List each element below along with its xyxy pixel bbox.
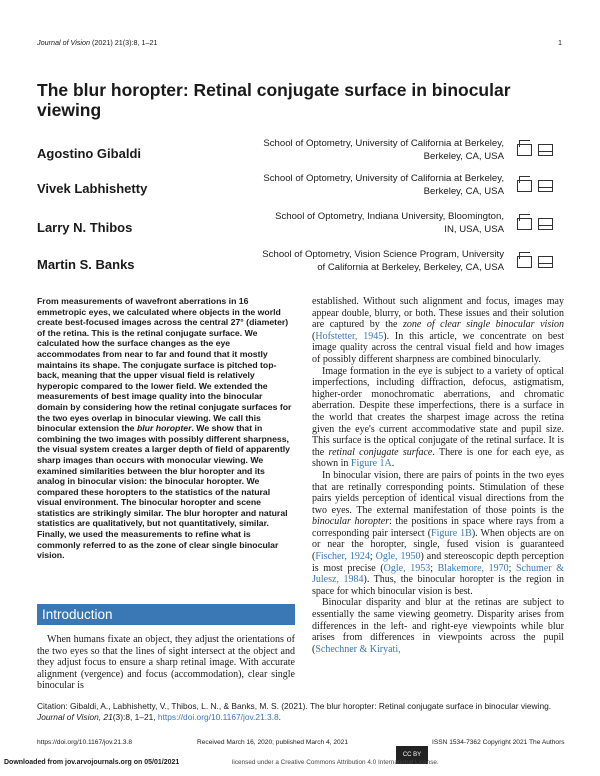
homepage-icon[interactable]: [517, 180, 532, 192]
cc-license-badge[interactable]: CC BY: [396, 746, 428, 764]
journal-volume: (2021) 21(3):8, 1–21: [90, 38, 158, 47]
author-affiliation-3: School of Optometry, Indiana University, Bloomington, IN, USA, USA: [275, 211, 504, 235]
download-stamp: Downloaded from jov.arvojournals.org on 05/01/2021: [4, 759, 180, 766]
reference-link[interactable]: Ogle, 1953: [383, 562, 431, 574]
reference-link[interactable]: Ogle, 1950: [375, 551, 421, 563]
footer-dates: Received March 16, 2020; published March 4, 2021: [197, 739, 349, 746]
author-icons-3: [517, 218, 553, 230]
reference-link[interactable]: Schechner & Kiryati,: [315, 643, 401, 655]
reference-link[interactable]: Blakemore, 1970: [437, 562, 509, 574]
author-name-1: Agostino Gibaldi: [37, 146, 141, 161]
author-affiliation-4: School of Optometry, Vision Science Program, University of California at Berkeley, Berkeley, CA, USA: [262, 249, 504, 273]
homepage-icon[interactable]: [517, 218, 532, 230]
author-icons-4: [517, 256, 553, 268]
author-name-3: Larry N. Thibos: [37, 220, 133, 235]
citation: Citation: Gibaldi, A., Labhishetty, V., Thibos, L. N., & Banks, M. S. (2021). The blur horopter: Retinal conjugate surface in binocular viewing. Journal of Vision, 21(3):8, 1–21, https://doi.org/10.1167/jov.21.3.8.: [37, 701, 552, 722]
reference-link[interactable]: Schumer & Julesz, 1984: [312, 562, 564, 586]
email-icon[interactable]: [538, 180, 553, 192]
paragraph: Image formation in the eye is subject to a variety of optical imperfections, including diffraction, defocus, astigmatism, higher-order monochromatic aberrations, and chromatic aberration. Despite these imperfections, there is a surface in the world that creates the sharpest image across the retina given the eye's current accommodative state and pupil size. This surface is the optical conjugate of the retinal surface. It is the retinal conjugate surface. There is one for each eye, as shown in Figure 1A.: [312, 365, 565, 470]
paper-title: The blur horopter: Retinal conjugate surface in binocular viewing: [37, 80, 511, 120]
journal-name: Journal of Vision: [37, 38, 91, 47]
author-affiliation-1: School of Optometry, University of California at Berkeley, Berkeley, CA, USA: [263, 138, 504, 162]
abstract: From measurements of wavefront aberrations in 16 emmetropic eyes, we calculated where objects in the world create best-focused images across the central 27° (diameter) of the retina. This is the retinal conjugate surface. We calculated how the surface changes as the eye accommodates from near to far and found that it mostly maintains its shape. The conjugate surface is pitched top-back, meaning that the upper visual field is relatively hyperopic compared to the lower field. We extended the measurements of best image quality into the binocular domain by considering how the retinal conjugate surfaces for the two eyes overlap in binocular viewing. We call this binocular extension the blur horopter. We show that in combining the two images with possibly different sharpness, the visual system creates a larger depth of field of apparently sharp images than occurs with monocular viewing. We examined similarities between the blur horopter and its analog in binocular vision: the binocular horopter. We compared these horopters to the statistics of the natural visual environment. The binocular horopter and scene statistics are strikingly similar. The blur horopter and natural statistics are qualitatively, but not quantitatively, similar. Finally, we used the measurements to refine what is commonly referred to as the zone of clear single binocular vision.: [37, 296, 292, 561]
homepage-icon[interactable]: [517, 144, 532, 156]
doi-link[interactable]: https://doi.org/10.1167/jov.21.3.8: [157, 712, 279, 722]
intro-paragraph: When humans fixate an object, they adjust the orientations of the two eyes so that the lines of sight intersect at the object and they adjust focus to ensure a sharp retinal image. With accurate alignment (vergence) and focus (accommodation), clear single binocular is: [37, 634, 295, 692]
page-number: 1: [558, 38, 562, 47]
figure-link[interactable]: Figure 1A: [350, 458, 392, 470]
email-icon[interactable]: [538, 144, 553, 156]
license-text: licensed under a Creative Commons Attribution 4.0 International License.: [232, 759, 439, 766]
reference-link[interactable]: Fischer, 1924: [315, 551, 370, 563]
section-heading-introduction: Introduction: [37, 604, 295, 625]
author-affiliation-2: School of Optometry, University of California at Berkeley, Berkeley, CA, USA: [263, 173, 504, 197]
running-header: [37, 38, 158, 47]
author-name-2: Vivek Labhishetty: [37, 181, 148, 196]
figure-link[interactable]: Figure 1B: [431, 527, 472, 539]
footer-doi[interactable]: https://doi.org/10.1167/jov.21.3.8: [37, 739, 133, 746]
paragraph: Binocular disparity and blur at the retinas are subject to essentially the same viewing geometry. Disparity arises from differences in the left- and right-eye viewpoints while blur arises from differences in viewpoints across the pupil (Schechner & Kiryati,: [312, 597, 564, 655]
author-icons-1: [517, 144, 553, 156]
paragraph: In binocular vision, there are pairs of points in the two eyes that are retinally corresponding points. Stimulation of these pairs yields perception of identical visual directions from the two eyes. The external manifestation of those points is the binocular horopter: the positions in space where rays from a corresponding pair intersect (Figure 1B). When objects are on or near the horopter, single, fused vision is guaranteed (Fischer, 1924; Ogle, 1950) and stereoscopic depth perception is most precise (Ogle, 1953; Blakemore, 1970; Schumer & Julesz, 1984). Thus, the binocular horopter is the region in space for which binocular vision is best.: [312, 469, 564, 597]
author-icons-2: [517, 180, 553, 192]
homepage-icon[interactable]: [517, 256, 532, 268]
author-name-4: Martin S. Banks: [37, 257, 135, 272]
right-column-body: [312, 296, 564, 655]
email-icon[interactable]: [538, 218, 553, 230]
paragraph: established. Without such alignment and focus, images may appear double, blurry, or both. These issues and their solution are captured by the zone of clear single binocular vision (Hofstetter, 1945). In this article, we concentrate on best image quality across the central visual field and how images of possibly different sharpness are combined binocularly.: [312, 296, 564, 365]
footer-issn: ISSN 1534-7362 Copyright 2021 The Authors: [432, 739, 565, 746]
reference-link[interactable]: Hofstetter, 1945: [315, 330, 384, 342]
email-icon[interactable]: [538, 256, 553, 268]
